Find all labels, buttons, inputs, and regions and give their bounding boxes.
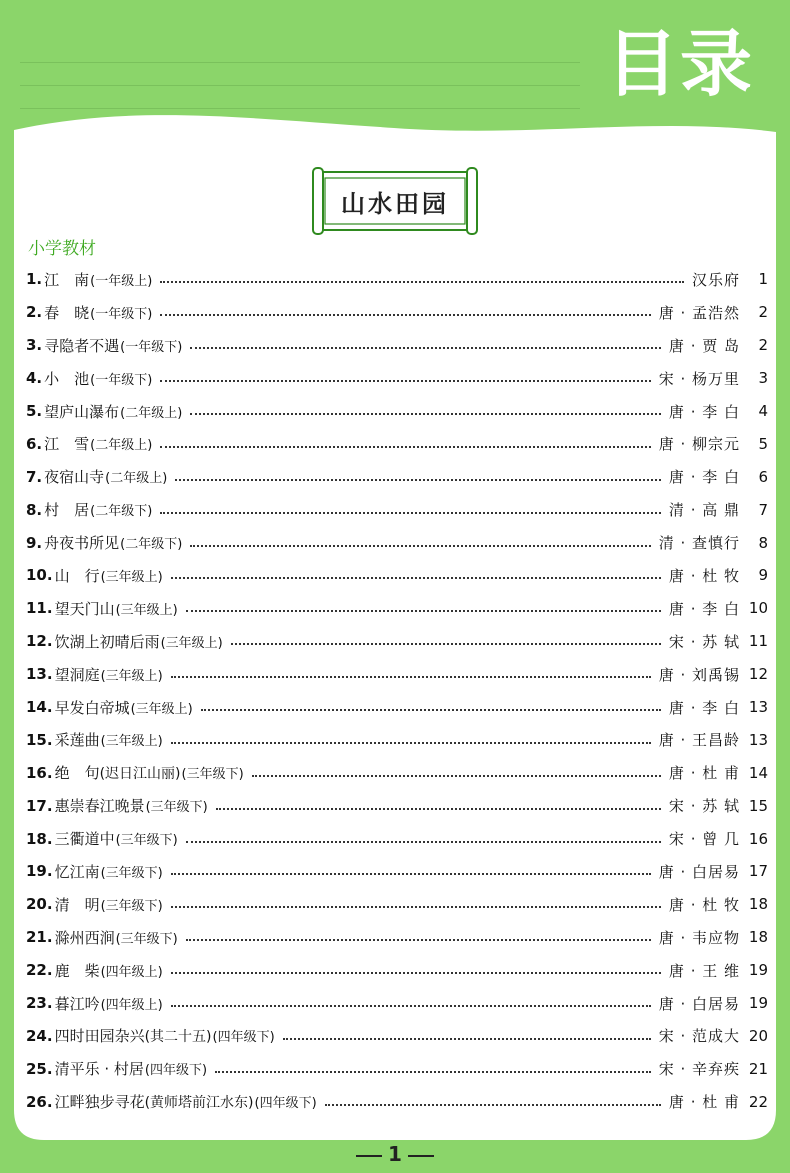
toc-entry[interactable] <box>26 427 768 460</box>
entry-grade: (一年级下) <box>90 372 153 388</box>
entry-author: 唐 · 李 白 <box>668 468 740 487</box>
dot-leader <box>231 643 661 645</box>
footer-dash-left <box>356 1155 382 1157</box>
entry-number: 6. <box>26 434 43 453</box>
entry-title: 望天门山 <box>54 599 115 618</box>
toc-entry[interactable] <box>26 296 768 329</box>
entry-number: 22. <box>26 961 53 980</box>
entry-number: 17. <box>26 796 53 815</box>
toc-entry[interactable] <box>26 592 768 625</box>
entry-grade: (二年级上) <box>105 471 168 487</box>
entry-page: 20 <box>748 1026 768 1045</box>
dot-leader <box>186 939 651 941</box>
entry-grade: (三年级下) <box>100 898 163 914</box>
entry-author: 唐 · 王昌龄 <box>658 731 740 750</box>
entry-page: 16 <box>748 829 768 848</box>
entry-title: 望洞庭 <box>54 665 100 684</box>
entry-page: 10 <box>748 599 768 618</box>
entry-grade: (四年级上) <box>100 964 163 980</box>
table-of-contents <box>26 263 768 1118</box>
dot-leader <box>171 577 661 579</box>
entry-author: 汉乐府 <box>691 270 740 289</box>
dot-leader <box>171 676 651 678</box>
entry-page: 17 <box>748 862 768 881</box>
entry-author: 唐 · 韦应物 <box>658 928 740 947</box>
entry-number: 25. <box>26 1059 53 1078</box>
entry-number: 10. <box>26 566 53 585</box>
dot-leader <box>160 314 650 316</box>
entry-number: 4. <box>26 369 43 388</box>
entry-page: 6 <box>758 467 768 486</box>
page-title: 目录 <box>605 22 754 106</box>
entry-author: 宋 · 苏 轼 <box>668 632 740 651</box>
entry-number: 13. <box>26 665 53 684</box>
entry-grade: (三年级下) <box>181 767 244 783</box>
toc-entry[interactable] <box>26 263 768 296</box>
entry-author: 唐 · 李 白 <box>668 402 740 421</box>
entry-title: 滁州西涧 <box>54 928 115 947</box>
entry-note: (黄师塔前江水东) <box>144 1094 254 1111</box>
toc-entry[interactable] <box>26 493 768 526</box>
dot-leader <box>175 479 661 481</box>
entry-grade: (三年级上) <box>100 668 163 684</box>
entry-author: 宋 · 苏 轼 <box>668 797 740 816</box>
entry-page: 2 <box>758 303 768 322</box>
entry-number: 3. <box>26 336 43 355</box>
entry-page: 13 <box>748 730 768 749</box>
toc-entry[interactable] <box>26 1019 768 1052</box>
section-label: 小学教材 <box>28 239 96 259</box>
entry-grade: (四年级下) <box>254 1096 317 1112</box>
toc-entry[interactable] <box>26 625 768 658</box>
dot-leader <box>186 841 661 843</box>
entry-grade: (三年级上) <box>130 701 193 717</box>
toc-entry[interactable] <box>26 921 768 954</box>
entry-author: 宋 · 辛弃疾 <box>658 1060 740 1079</box>
entry-page: 19 <box>748 994 768 1013</box>
page-footer <box>0 1142 790 1166</box>
entry-title: 三衢道中 <box>54 830 115 849</box>
entry-number: 11. <box>26 599 53 618</box>
toc-entry[interactable] <box>26 395 768 428</box>
entry-number: 20. <box>26 895 53 914</box>
entry-number: 2. <box>26 303 43 322</box>
entry-page: 11 <box>748 632 768 651</box>
toc-entry[interactable] <box>26 954 768 987</box>
toc-entry[interactable] <box>26 888 768 921</box>
toc-entry[interactable] <box>26 1052 768 1085</box>
toc-entry[interactable] <box>26 987 768 1020</box>
entry-author: 宋 · 杨万里 <box>658 369 740 388</box>
toc-entry[interactable] <box>26 691 768 724</box>
entry-grade: (二年级下) <box>120 537 183 553</box>
toc-entry[interactable] <box>26 789 768 822</box>
entry-title: 江 南 <box>44 270 90 289</box>
entry-title: 绝 句 <box>54 764 100 783</box>
toc-entry[interactable] <box>26 329 768 362</box>
entry-grade: (一年级上) <box>90 273 153 289</box>
dot-leader <box>216 808 661 810</box>
dot-leader <box>190 347 661 349</box>
entry-author: 唐 · 白居易 <box>658 862 740 881</box>
entry-grade: (一年级下) <box>90 306 153 322</box>
entry-page: 4 <box>758 402 768 420</box>
toc-entry[interactable] <box>26 362 768 395</box>
dot-leader <box>190 413 661 415</box>
entry-title: 忆江南 <box>54 862 100 881</box>
entry-page: 15 <box>748 796 768 815</box>
entry-title: 村 居 <box>44 501 90 520</box>
section-scroll-banner <box>311 166 479 236</box>
entry-title: 小 池 <box>44 369 90 388</box>
entry-page: 22 <box>748 1092 768 1111</box>
entry-page: 3 <box>758 369 768 388</box>
toc-entry[interactable] <box>26 855 768 888</box>
entry-page: 5 <box>758 434 768 453</box>
entry-page: 7 <box>758 500 768 519</box>
entry-title: 江 雪 <box>44 435 90 454</box>
entry-number: 23. <box>26 994 53 1013</box>
entry-grade: (二年级上) <box>90 438 153 454</box>
entry-author: 唐 · 孟浩然 <box>658 303 740 322</box>
entry-grade: (三年级上) <box>160 635 223 651</box>
entry-number: 9. <box>26 533 43 552</box>
entry-author: 宋 · 曾 几 <box>668 830 740 849</box>
dot-leader <box>160 281 684 283</box>
entry-author: 唐 · 柳宗元 <box>658 435 740 454</box>
entry-title: 清平乐 · 村居 <box>54 1060 144 1079</box>
toc-entry[interactable] <box>26 756 768 789</box>
entry-number: 18. <box>26 829 53 848</box>
entry-page: 18 <box>748 928 768 947</box>
page-number: 1 <box>388 1142 402 1166</box>
entry-page: 9 <box>758 566 768 585</box>
entry-grade: (四年级下) <box>144 1063 208 1079</box>
entry-title: 夜宿山寺 <box>44 468 105 487</box>
entry-page: 13 <box>748 698 768 717</box>
entry-title: 舟夜书所见 <box>44 534 120 553</box>
entry-number: 19. <box>26 862 53 881</box>
entry-page: 21 <box>748 1059 768 1078</box>
dot-leader <box>252 775 661 777</box>
entry-title: 山 行 <box>54 566 100 585</box>
section-title: 山水田园 <box>341 189 449 218</box>
footer-dash-right <box>408 1155 434 1157</box>
entry-title: 望庐山瀑布 <box>44 402 120 421</box>
entry-note: (迟日江山丽) <box>99 765 181 782</box>
entry-number: 26. <box>26 1092 53 1111</box>
entry-number: 15. <box>26 730 53 749</box>
toc-entry[interactable] <box>26 559 768 592</box>
entry-title: 春 晓 <box>44 303 90 322</box>
entry-number: 12. <box>26 632 53 651</box>
entry-title: 暮江吟 <box>54 994 100 1013</box>
entry-number: 24. <box>26 1026 53 1045</box>
dot-leader <box>186 610 661 612</box>
entry-author: 唐 · 刘禹锡 <box>658 665 740 684</box>
toc-entry[interactable] <box>26 822 768 855</box>
dot-leader <box>171 972 661 974</box>
entry-page: 14 <box>748 763 768 782</box>
entry-number: 21. <box>26 928 53 947</box>
entry-author: 唐 · 白居易 <box>658 994 740 1013</box>
entry-author: 唐 · 贾 岛 <box>668 336 740 355</box>
dot-leader <box>160 380 650 382</box>
entry-number: 7. <box>26 467 43 486</box>
entry-page: 8 <box>758 533 768 552</box>
entry-page: 2 <box>758 336 768 355</box>
entry-grade: (二年级上) <box>120 405 183 421</box>
dot-leader <box>325 1104 661 1106</box>
entry-number: 8. <box>26 500 43 519</box>
entry-author: 唐 · 杜 甫 <box>668 764 740 783</box>
toc-entry[interactable] <box>26 460 768 493</box>
entry-title: 鹿 柴 <box>54 961 100 980</box>
dot-leader <box>215 1071 651 1073</box>
dot-leader <box>171 1005 651 1007</box>
entry-number: 14. <box>26 698 53 717</box>
dot-leader <box>283 1038 651 1040</box>
entry-page: 18 <box>748 895 768 914</box>
entry-page: 1 <box>758 270 768 289</box>
entry-grade: (三年级下) <box>100 865 163 881</box>
dot-leader <box>190 545 650 547</box>
dot-leader <box>171 906 661 908</box>
entry-title: 饮湖上初晴后雨 <box>54 632 160 651</box>
entry-grade: (四年级下) <box>212 1030 275 1046</box>
entry-author: 唐 · 李 白 <box>668 599 740 618</box>
entry-author: 唐 · 杜 牧 <box>668 566 740 585</box>
entry-title: 清 明 <box>54 895 100 914</box>
entry-author: 唐 · 王 维 <box>668 961 740 980</box>
entry-title: 采莲曲 <box>54 731 100 750</box>
entry-author: 唐 · 李 白 <box>668 698 740 717</box>
toc-entry[interactable] <box>26 1085 768 1118</box>
entry-number: 5. <box>26 402 43 420</box>
entry-note: (其二十五) <box>144 1028 212 1045</box>
entry-grade: (一年级下) <box>120 339 183 355</box>
entry-grade: (二年级下) <box>90 504 153 520</box>
entry-title: 寻隐者不遇 <box>44 336 120 355</box>
dot-leader <box>160 512 661 514</box>
entry-grade: (三年级下) <box>115 833 178 849</box>
entry-title: 江畔独步寻花 <box>54 1093 145 1112</box>
entry-author: 唐 · 杜 甫 <box>668 1093 740 1112</box>
entry-page: 19 <box>748 961 768 980</box>
entry-author: 清 · 高 鼎 <box>668 501 740 520</box>
entry-grade: (三年级上) <box>100 569 163 585</box>
entry-page: 12 <box>748 665 768 684</box>
entry-author: 唐 · 杜 牧 <box>668 895 740 914</box>
entry-title: 惠崇春江晚景 <box>54 797 145 816</box>
entry-author: 宋 · 范成大 <box>658 1027 740 1046</box>
entry-author: 清 · 查慎行 <box>658 534 740 553</box>
entry-grade: (三年级下) <box>145 800 208 816</box>
dot-leader <box>171 742 651 744</box>
dot-leader <box>171 873 651 875</box>
entry-title: 早发白帝城 <box>54 698 130 717</box>
entry-grade: (三年级下) <box>115 931 178 947</box>
entry-grade: (四年级上) <box>100 997 163 1013</box>
entry-grade: (三年级上) <box>115 602 178 618</box>
dot-leader <box>201 709 661 711</box>
entry-grade: (三年级上) <box>100 734 163 750</box>
toc-entry[interactable] <box>26 723 768 756</box>
dot-leader <box>160 446 650 448</box>
entry-number: 16. <box>26 763 53 782</box>
entry-title: 四时田园杂兴 <box>54 1027 145 1046</box>
entry-number: 1. <box>26 270 43 289</box>
toc-entry[interactable] <box>26 658 768 691</box>
toc-entry[interactable] <box>26 526 768 559</box>
